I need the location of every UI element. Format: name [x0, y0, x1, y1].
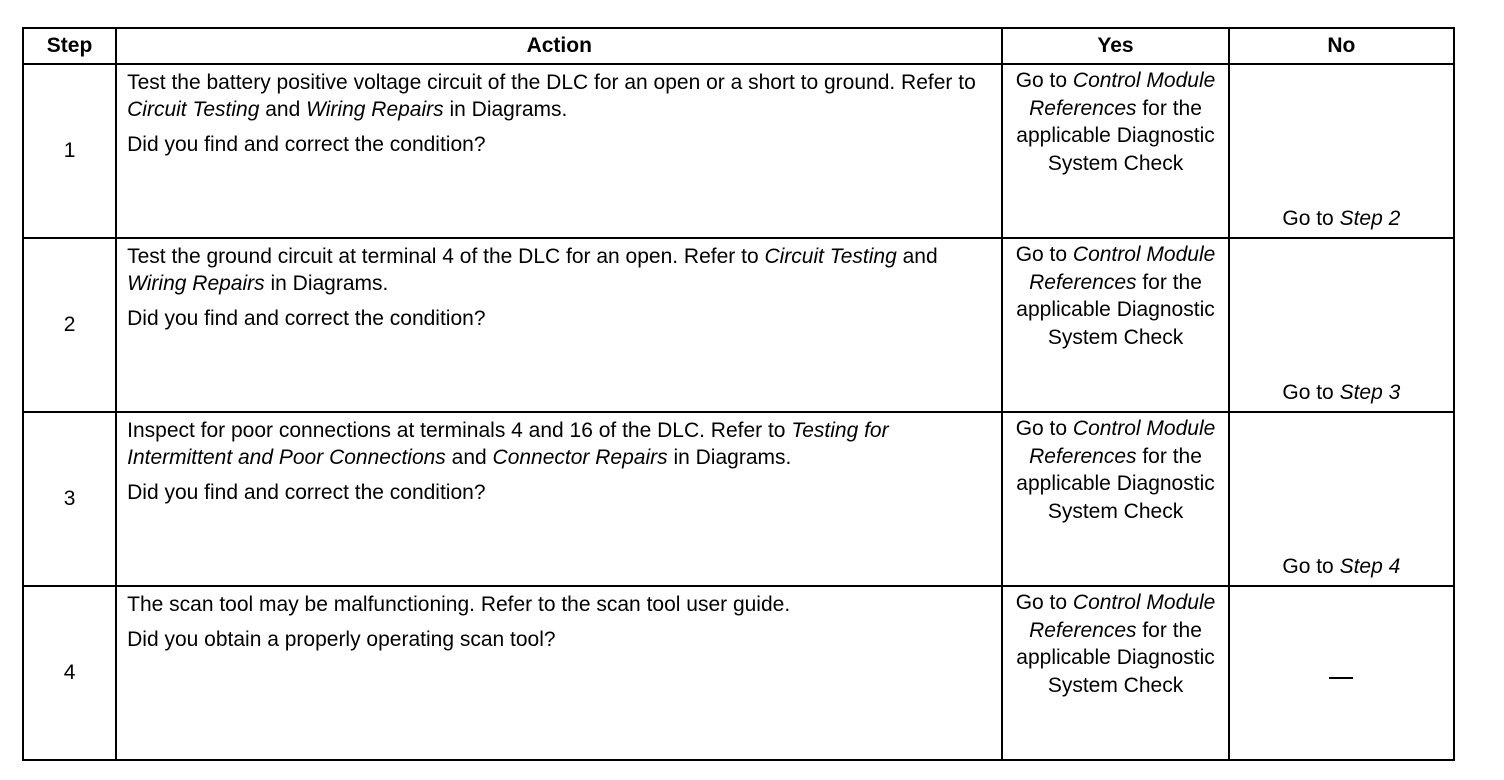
no-cell: [1229, 586, 1454, 760]
step-number: 2: [23, 238, 116, 412]
no-cell: Go to Step 3: [1229, 238, 1454, 412]
table-row: [23, 64, 1454, 238]
no-cell: Go to Step 4: [1229, 412, 1454, 586]
header-step: Step: [23, 28, 116, 64]
table-row: [23, 586, 1454, 760]
action-cell: [116, 412, 1002, 586]
action-question: Did you find and correct the condition?: [127, 481, 486, 504]
action-question: Did you find and correct the condition?: [127, 307, 486, 330]
yes-cell: Go to Control Module References for the applicable Diagnostic System Check: [1002, 238, 1228, 412]
action-cell: [116, 238, 1002, 412]
action-cell: [116, 64, 1002, 238]
action-instruction: Test the battery positive voltage circuit of the DLC for an open or a short to ground. Refer to Circuit Testing and Wiring Repairs in Diagrams.: [127, 71, 976, 121]
action-instruction: The scan tool may be malfunctioning. Refer to the scan tool user guide.: [127, 593, 791, 616]
no-cell: Go to Step 2: [1229, 64, 1454, 238]
step-number: 1: [23, 64, 116, 238]
header-row: [23, 28, 1454, 64]
action-instruction: Inspect for poor connections at terminals 4 and 16 of the DLC. Refer to Testing for Intermittent and Poor Connections and Connector Repairs in Diagrams.: [127, 419, 889, 469]
header-action: Action: [116, 28, 1002, 64]
action-cell: [116, 586, 1002, 760]
yes-cell: Go to Control Module References for the applicable Diagnostic System Check: [1002, 64, 1228, 238]
dash-symbol: [1329, 677, 1353, 679]
yes-cell: Go to Control Module References for the applicable Diagnostic System Check: [1002, 412, 1228, 586]
action-question: Did you obtain a properly operating scan tool?: [127, 628, 556, 651]
step-number: 3: [23, 412, 116, 586]
step-number: 4: [23, 586, 116, 760]
header-yes: Yes: [1002, 28, 1228, 64]
action-instruction: Test the ground circuit at terminal 4 of the DLC for an open. Refer to Circuit Testing and Wiring Repairs in Diagrams.: [127, 245, 938, 295]
header-no: No: [1229, 28, 1454, 64]
table-row: [23, 238, 1454, 412]
table-row: [23, 412, 1454, 586]
yes-cell: Go to Control Module References for the applicable Diagnostic System Check: [1002, 586, 1228, 760]
action-question: Did you find and correct the condition?: [127, 133, 486, 156]
diagnostic-table: [22, 27, 1455, 761]
